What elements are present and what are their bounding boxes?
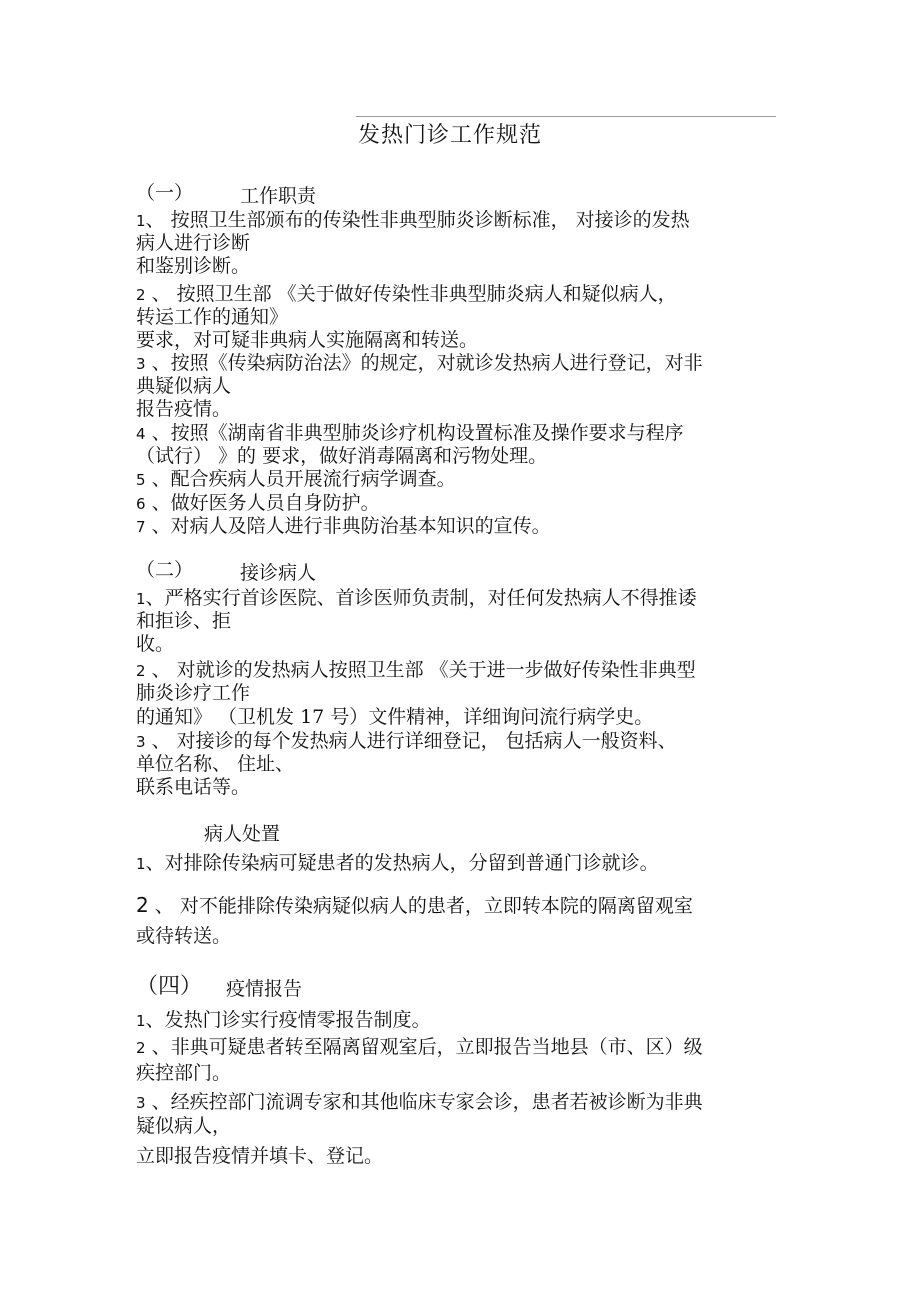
paragraph-line: 1、发热门诊实行疫情零报告制度。 xyxy=(136,1009,431,1031)
section-2-marker: （二） xyxy=(136,559,194,581)
paragraph-line: 2 、非典可疑患者转至隔离留观室后，立即报告当地县（市、区）级 xyxy=(136,1036,703,1058)
paragraph-line: 和拒诊、拒 xyxy=(136,610,232,632)
paragraph-line: 3 、 对接诊的每个发热病人进行详细登记， 包括病人一般资料、 xyxy=(136,730,677,752)
paragraph-line: 4 、按照《湖南省非典型肺炎诊疗机构设置标准及操作要求与程序 xyxy=(136,422,684,444)
paragraph-line: 报告疫情。 xyxy=(136,398,232,420)
paragraph-line: 3 、按照《传染病防治法》的规定，对就诊发热病人进行登记，对非 xyxy=(136,352,703,374)
paragraph-line: 肺炎诊疗工作 xyxy=(136,682,251,704)
paragraph-line: 联系电话等。 xyxy=(136,776,251,798)
paragraph-line: 疑似病人， xyxy=(136,1115,232,1137)
paragraph-line: 收。 xyxy=(136,633,175,655)
paragraph-line: （试行） 》的 要求，做好消毒隔离和污物处理。 xyxy=(136,445,548,467)
paragraph-line: 1、对排除传染病可疑患者的发热病人，分留到普通门诊就诊。 xyxy=(136,852,659,874)
paragraph-line: 1、严格实行首诊医院、首诊医师负责制，对任何发热病人不得推诿 xyxy=(136,587,697,609)
paragraph-line: 单位名称、 住址、 xyxy=(136,753,295,775)
paragraph-line: 6 、做好医务人员自身防护。 xyxy=(136,492,380,514)
paragraph-line: 5 、配合疾病人员开展流行病学调查。 xyxy=(136,468,456,490)
section-4-heading: 疫情报告 xyxy=(226,978,303,1000)
header-rule xyxy=(356,116,776,117)
paragraph-line: 1、 按照卫生部颁布的传染性非典型肺炎诊断标准， 对接诊的发热 xyxy=(136,209,690,231)
section-3-heading: 病人处置 xyxy=(204,823,281,845)
section-1-heading: 工作职责 xyxy=(240,185,317,207)
paragraph-line: 2 、 对不能排除传染病疑似病人的患者，立即转本院的隔离留观室 xyxy=(136,893,693,917)
paragraph-line: 病人进行诊断 xyxy=(136,232,251,254)
paragraph-line: 的通知》 （卫机发 17 号）文件精神，详细询问流行病学史。 xyxy=(136,706,654,728)
paragraph-line: 7 、对病人及陪人进行非典防治基本知识的宣传。 xyxy=(136,515,551,537)
paragraph-line: 2 、 按照卫生部 《关于做好传染性非典型肺炎病人和疑似病人， xyxy=(136,283,677,305)
document-title: 发热门诊工作规范 xyxy=(358,123,543,148)
section-1-marker: （一） xyxy=(136,182,194,204)
paragraph-line: 转运工作的通知》 xyxy=(136,306,289,328)
paragraph-line: 2 、 对就诊的发热病人按照卫生部 《关于进一步做好传染性非典型 xyxy=(136,659,696,681)
paragraph-line: 3 、经疾控部门流调专家和其他临床专家会诊，患者若被诊断为非典 xyxy=(136,1091,703,1113)
section-2-heading: 接诊病人 xyxy=(240,562,317,584)
paragraph-line: 或待转送。 xyxy=(136,925,232,947)
section-4-marker: （四） xyxy=(136,974,203,999)
paragraph-line: 典疑似病人 xyxy=(136,375,232,397)
paragraph-line: 和鉴别诊断。 xyxy=(136,255,251,277)
paragraph-line: 立即报告疫情并填卡、登记。 xyxy=(136,1145,384,1167)
paragraph-line: 要求，对可疑非典病人实施隔离和转送。 xyxy=(136,329,479,351)
paragraph-line: 疾控部门。 xyxy=(136,1062,232,1084)
